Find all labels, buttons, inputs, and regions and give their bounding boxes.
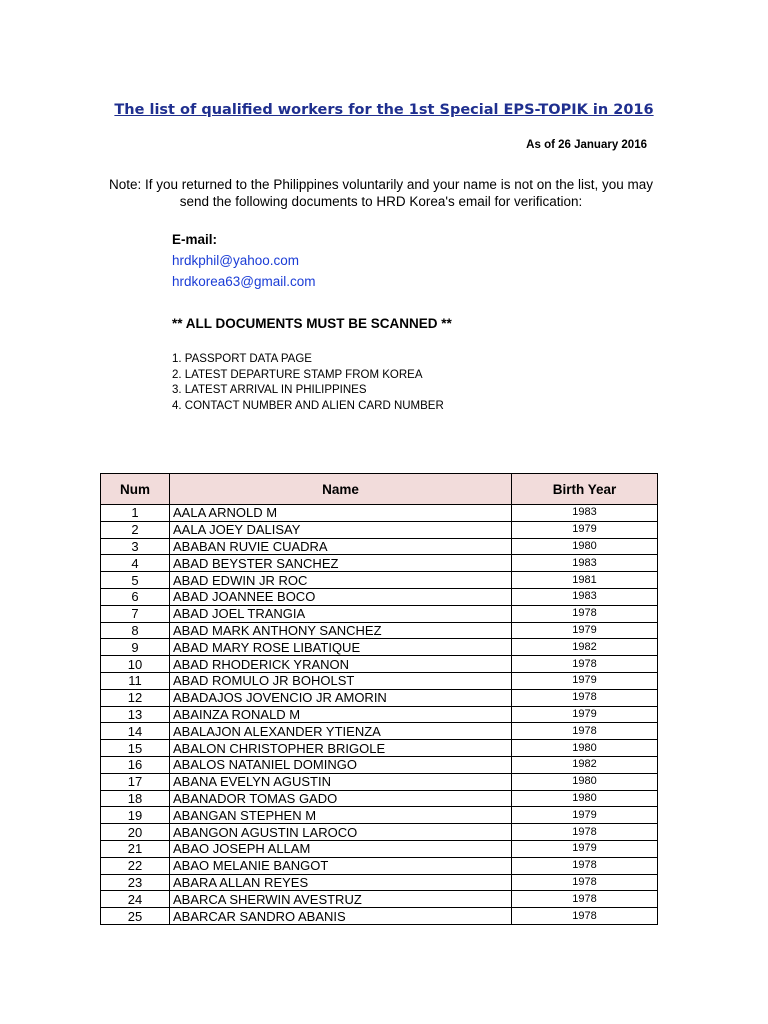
requirement-item: 2. LATEST DEPARTURE STAMP FROM KOREA — [172, 368, 423, 381]
row-num: 14 — [101, 723, 170, 740]
row-num: 22 — [101, 857, 170, 874]
as-of-date: As of 26 January 2016 — [526, 139, 647, 151]
header-num: Num — [101, 474, 170, 505]
row-num: 12 — [101, 689, 170, 706]
row-name: ABAD BEYSTER SANCHEZ — [170, 555, 512, 572]
table-row — [101, 572, 658, 589]
email-link-yahoo[interactable]: hrdkphil@yahoo.com — [172, 253, 300, 268]
documents-heading: ** ALL DOCUMENTS MUST BE SCANNED ** — [172, 316, 452, 331]
row-num: 5 — [101, 572, 170, 589]
row-num: 25 — [101, 908, 170, 925]
row-num: 20 — [101, 824, 170, 841]
row-num: 4 — [101, 555, 170, 572]
row-birth-year: 1980 — [512, 790, 658, 807]
row-name: ABAD RHODERICK YRANON — [170, 656, 512, 673]
row-name: ABAINZA RONALD M — [170, 706, 512, 723]
row-num: 9 — [101, 639, 170, 656]
row-name: ABAD JOEL TRANGIA — [170, 605, 512, 622]
email-link-gmail[interactable]: hrdkorea63@gmail.com — [172, 274, 316, 289]
row-name: ABARA ALLAN REYES — [170, 874, 512, 891]
row-birth-year: 1979 — [512, 807, 658, 824]
table-row — [101, 857, 658, 874]
row-birth-year: 1979 — [512, 672, 658, 689]
table-row — [101, 555, 658, 572]
table-row — [101, 656, 658, 673]
row-num: 2 — [101, 521, 170, 538]
row-name: ABALAJON ALEXANDER YTIENZA — [170, 723, 512, 740]
row-birth-year: 1979 — [512, 521, 658, 538]
row-name: ABAD ROMULO JR BOHOLST — [170, 672, 512, 689]
table-row — [101, 706, 658, 723]
header-birth-year: Birth Year — [512, 474, 658, 505]
table-row — [101, 588, 658, 605]
table-row — [101, 908, 658, 925]
row-birth-year: 1979 — [512, 622, 658, 639]
row-num: 24 — [101, 891, 170, 908]
table-row — [101, 672, 658, 689]
table-row — [101, 840, 658, 857]
row-num: 21 — [101, 840, 170, 857]
row-num: 11 — [101, 672, 170, 689]
row-birth-year: 1978 — [512, 908, 658, 925]
row-birth-year: 1978 — [512, 723, 658, 740]
row-birth-year: 1978 — [512, 656, 658, 673]
row-birth-year: 1983 — [512, 588, 658, 605]
row-name: AALA JOEY DALISAY — [170, 521, 512, 538]
row-name: ABAD MARY ROSE LIBATIQUE — [170, 639, 512, 656]
row-name: ABAO JOSEPH ALLAM — [170, 840, 512, 857]
row-num: 17 — [101, 773, 170, 790]
row-birth-year: 1981 — [512, 572, 658, 589]
row-name: ABAD MARK ANTHONY SANCHEZ — [170, 622, 512, 639]
table-row — [101, 723, 658, 740]
table-row — [101, 740, 658, 757]
row-birth-year: 1983 — [512, 505, 658, 522]
row-num: 3 — [101, 538, 170, 555]
table-row — [101, 824, 658, 841]
row-name: ABANGAN STEPHEN M — [170, 807, 512, 824]
workers-table — [100, 473, 658, 925]
table-row — [101, 505, 658, 522]
note-paragraph: Note: If you returned to the Philippines voluntarily and your name is not on the list, you may send the following documents to HRD Korea's email for verification: — [108, 177, 654, 209]
row-num: 8 — [101, 622, 170, 639]
row-name: ABANADOR TOMAS GADO — [170, 790, 512, 807]
row-birth-year: 1980 — [512, 740, 658, 757]
requirement-item: 4. CONTACT NUMBER AND ALIEN CARD NUMBER — [172, 399, 444, 412]
row-num: 23 — [101, 874, 170, 891]
row-num: 15 — [101, 740, 170, 757]
table-row — [101, 521, 658, 538]
row-birth-year: 1978 — [512, 605, 658, 622]
row-birth-year: 1978 — [512, 689, 658, 706]
table-row — [101, 874, 658, 891]
row-num: 19 — [101, 807, 170, 824]
row-birth-year: 1982 — [512, 756, 658, 773]
row-num: 18 — [101, 790, 170, 807]
table-row — [101, 605, 658, 622]
table-row — [101, 790, 658, 807]
table-row — [101, 689, 658, 706]
row-name: ABANA EVELYN AGUSTIN — [170, 773, 512, 790]
header-name: Name — [170, 474, 512, 505]
row-birth-year: 1980 — [512, 538, 658, 555]
row-num: 6 — [101, 588, 170, 605]
row-birth-year: 1978 — [512, 824, 658, 841]
row-name: AALA ARNOLD M — [170, 505, 512, 522]
table-row — [101, 639, 658, 656]
row-name: ABABAN RUVIE CUADRA — [170, 538, 512, 555]
table-header-row — [101, 474, 658, 505]
row-birth-year: 1983 — [512, 555, 658, 572]
row-birth-year: 1979 — [512, 840, 658, 857]
row-name: ABAO MELANIE BANGOT — [170, 857, 512, 874]
table-row — [101, 622, 658, 639]
email-label: E-mail: — [172, 232, 218, 247]
row-birth-year: 1978 — [512, 891, 658, 908]
row-name: ABALON CHRISTOPHER BRIGOLE — [170, 740, 512, 757]
row-num: 13 — [101, 706, 170, 723]
row-num: 10 — [101, 656, 170, 673]
table-row — [101, 538, 658, 555]
row-name: ABALOS NATANIEL DOMINGO — [170, 756, 512, 773]
row-name: ABAD JOANNEE BOCO — [170, 588, 512, 605]
row-name: ABANGON AGUSTIN LAROCO — [170, 824, 512, 841]
row-num: 1 — [101, 505, 170, 522]
row-birth-year: 1979 — [512, 706, 658, 723]
requirements-list — [172, 352, 444, 414]
table-row — [101, 807, 658, 824]
row-num: 7 — [101, 605, 170, 622]
requirement-item: 1. PASSPORT DATA PAGE — [172, 353, 312, 365]
requirement-item: 3. LATEST ARRIVAL IN PHILIPPINES — [172, 384, 367, 396]
table-row — [101, 756, 658, 773]
row-birth-year: 1982 — [512, 639, 658, 656]
row-name: ABARCAR SANDRO ABANIS — [170, 908, 512, 925]
row-birth-year: 1978 — [512, 874, 658, 891]
row-name: ABARCA SHERWIN AVESTRUZ — [170, 891, 512, 908]
row-name: ABAD EDWIN JR ROC — [170, 572, 512, 589]
row-name: ABADAJOS JOVENCIO JR AMORIN — [170, 689, 512, 706]
table-row — [101, 773, 658, 790]
row-birth-year: 1980 — [512, 773, 658, 790]
document-title: The list of qualified workers for the 1st Special EPS-TOPIK in 2016 — [114, 102, 654, 118]
row-num: 16 — [101, 756, 170, 773]
table-row — [101, 891, 658, 908]
row-birth-year: 1978 — [512, 857, 658, 874]
